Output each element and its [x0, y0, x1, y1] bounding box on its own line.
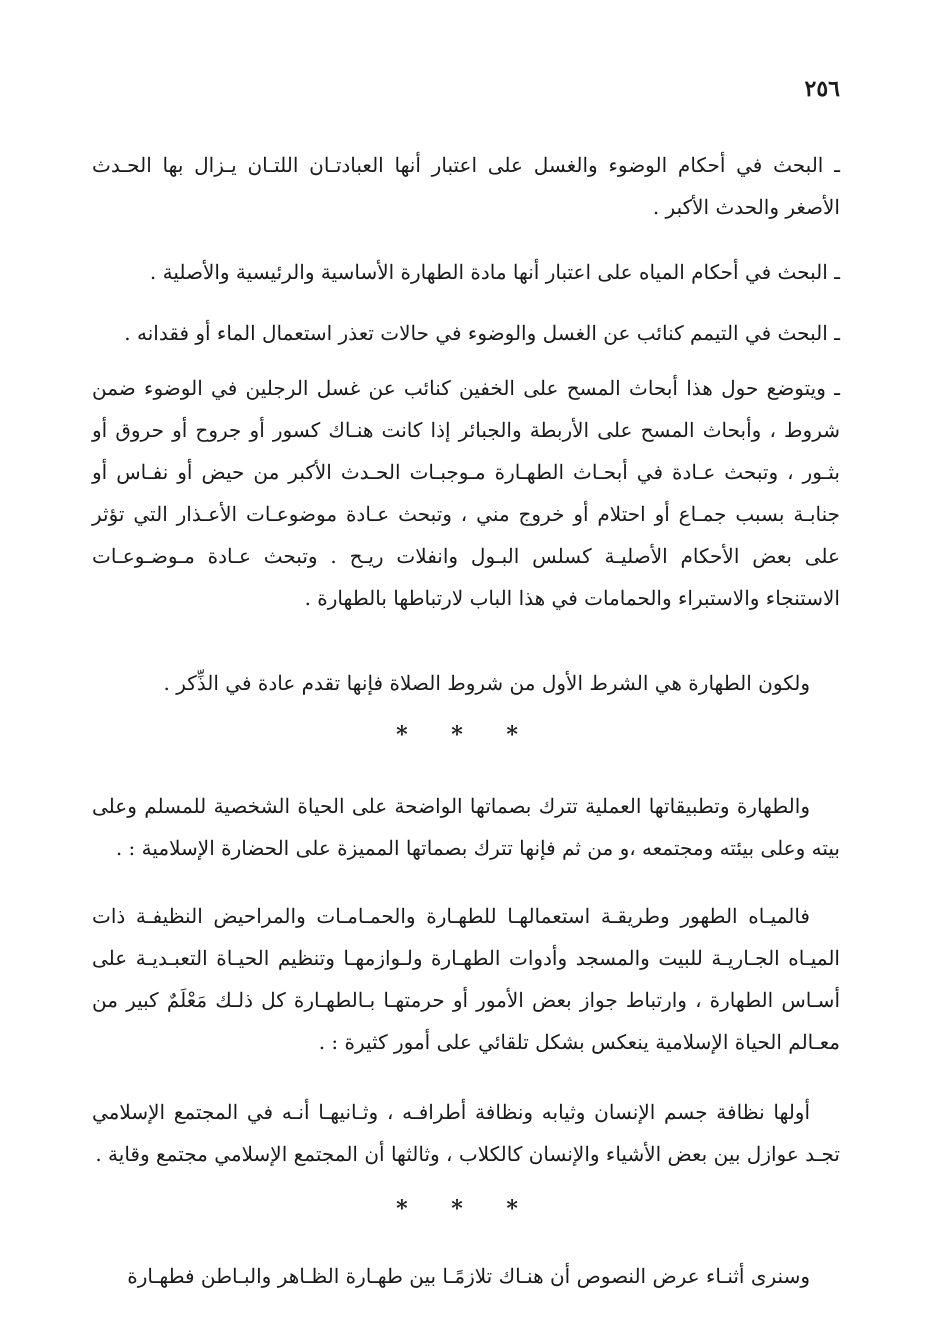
paragraph-purity-impact: والطهارة وتطبيقاتها العملية تترك بصماتها الواضحة على الحياة الشخصية للمسلم وعلى بيته وعلى بيئته ومجتمعه ،و من ثم فإنها تترك بصماتها المميزة على الحضارة الإسلامية : . — [92, 794, 840, 860]
bullet-paragraph-ablution: ـ البحث في أحكام الوضوء والغسل على اعتبار أنها العبادتـان اللتـان يـزال بها الحـدث الأصغر والحدث الأكبر . — [92, 153, 840, 219]
paragraph-consequences: أولها نظافة جسم الإنسان وثيابه ونظافة أطرافـه ، وثـانيهـا أنـه في المجتمع الإسلامي تجـد عوازل بين بعض الأشياء والإنسان كالكلاب ، وثالثها أن المجتمع الإسلامي مجتمع وقاية . — [92, 1100, 840, 1166]
paragraph-purity-condition: ولكون الطهارة هي الشرط الأول من شروط الصلاة فإنها تقدم عادة في الذِّكر . — [163, 671, 810, 695]
bullet-paragraph-tayammum: ـ البحث في التيمم كنائب عن الغسل والوضوء في حالات تعذر استعمال الماء أو فقدانه . — [124, 321, 840, 345]
section-separator: * * * — [396, 722, 536, 748]
paragraph-inner-outer-purity: وسنرى أثنـاء عرض النصوص أن هنـاك تلازمًـا بين طهـارة الظـاهر والبـاطن فطهـارة — [127, 1264, 810, 1288]
bullet-paragraph-water: ـ البحث في أحكام المياه على اعتبار أنها مادة الطهارة الأساسية والرئيسية والأصلية . — [149, 260, 840, 284]
page-number: ٢٥٦ — [804, 76, 840, 102]
paragraph-water-and-facilities: فالميـاه الطهور وطريقـة استعمالهـا للطهـارة والحمـامـات والمراحيض النظيفـة ذات الميـاه الجـاريـة للبيت والمسجد وأدوات الطهـارة ولـوازمهـا وتنظيم الحيـاة التعبـديـة على أسـاس الطهارة ، وارتباط جواز بعض الأمور أو حرمتهـا بـالطهـارة كل ذلـك مَعْلَمٌ كبير من معـالم الحياة الإسلامية ينعكس بشكل تلقائي على أمور كثيرة : . — [92, 904, 840, 1054]
bullet-paragraph-related-topics: ـ ويتوضع حول هذا أبحاث المسح على الخفين كنائب عن غسل الرجلين في الوضوء ضمن شروط ، وأبحاث المسح على الأربطة والجبائر إذا كانت هنـاك كسور أو جروح أو حروق أو بثـور ، وتبحث عـادة في أبحـاث الطهـارة مـوجبـات الحـدث الأكبر من حيض أو نفـاس أو جنابـة بسبب جمـاع أو احتلام أو خروج مني ، وتبحث عـادة موضوعـات الأعـذار التي تؤثر على بعض الأحكام الأصليـة كسلس البـول وانفلات ريـح . وتبحث عـادة مـوضـوعـات الاستنجاء والاستبراء والحمامات في هذا الباب لارتباطها بالطهارة . — [92, 376, 840, 610]
section-separator: * * * — [396, 1196, 536, 1222]
